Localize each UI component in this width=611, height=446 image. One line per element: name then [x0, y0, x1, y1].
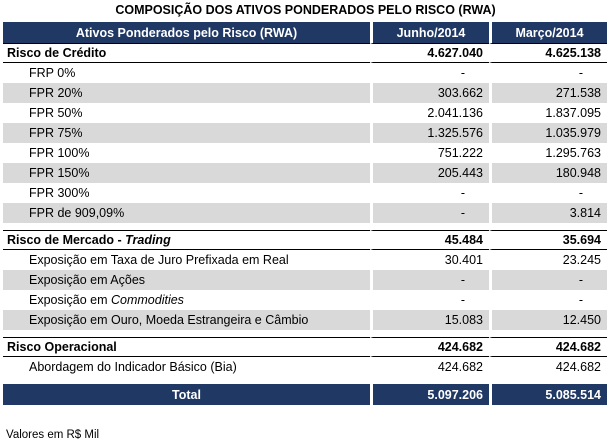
- row-value-junho: 424.682: [370, 357, 489, 377]
- table-row: [3, 290, 607, 310]
- row-value-junho: 30.401: [370, 250, 489, 270]
- total-label: Total: [3, 384, 370, 405]
- row-value-marco: 271.538: [489, 83, 607, 103]
- header-col-junho: Junho/2014: [370, 22, 489, 43]
- section-label: [3, 230, 370, 250]
- row-value-marco: 1.035.979: [489, 123, 607, 143]
- row-label: FPR de 909,09%: [3, 203, 370, 223]
- row-value-marco: -: [489, 290, 607, 310]
- table-row: [3, 310, 607, 330]
- row-value-junho: -: [370, 290, 489, 310]
- table-row: [3, 103, 607, 123]
- row-label: FPR 75%: [3, 123, 370, 143]
- section-row-market: [3, 230, 607, 250]
- table-title: COMPOSIÇÃO DOS ATIVOS PONDERADOS PELO RISCO (RWA): [115, 3, 496, 17]
- section-value-marco: 4.625.138: [489, 43, 607, 63]
- row-value-marco: -: [489, 63, 607, 83]
- row-value-marco: 1.837.095: [489, 103, 607, 123]
- row-label: Exposição em Ouro, Moeda Estrangeira e Câmbio: [3, 310, 370, 330]
- table-row: [3, 83, 607, 103]
- row-label: FRP 0%: [3, 63, 370, 83]
- section-value-marco: 424.682: [489, 337, 607, 357]
- row-value-marco: -: [489, 183, 607, 203]
- header-col-marco: Março/2014: [489, 22, 607, 43]
- header-label: Ativos Ponderados pelo Risco (RWA): [3, 22, 370, 43]
- row-value-junho: 2.041.136: [370, 103, 489, 123]
- row-label-italic: Commodities: [110, 293, 184, 307]
- row-label: Exposição em Ações: [3, 270, 370, 290]
- row-value-marco: 3.814: [489, 203, 607, 223]
- section-label: Risco Operacional: [3, 337, 370, 357]
- section-value-marco: 35.694: [489, 230, 607, 250]
- row-value-junho: -: [370, 63, 489, 83]
- rwa-table: [3, 22, 607, 405]
- row-value-junho: -: [370, 203, 489, 223]
- row-label: FPR 100%: [3, 143, 370, 163]
- section-label-italic: Trading: [125, 233, 171, 247]
- table-row: [3, 143, 607, 163]
- row-value-marco: 23.245: [489, 250, 607, 270]
- table-row: [3, 163, 607, 183]
- row-value-junho: 15.083: [370, 310, 489, 330]
- row-label: Abordagem do Indicador Básico (Bia): [3, 357, 370, 377]
- spacer-row: [3, 223, 607, 230]
- table-row: [3, 123, 607, 143]
- row-value-junho: 751.222: [370, 143, 489, 163]
- spacer-row: [3, 377, 607, 384]
- row-label: Exposição em Taxa de Juro Prefixada em Real: [3, 250, 370, 270]
- row-label: FPR 300%: [3, 183, 370, 203]
- row-label: FPR 20%: [3, 83, 370, 103]
- row-value-junho: 303.662: [370, 83, 489, 103]
- row-value-marco: 424.682: [489, 357, 607, 377]
- header-row: [3, 22, 607, 43]
- section-value-junho: 45.484: [370, 230, 489, 250]
- table-row: [3, 63, 607, 83]
- table-row: [3, 270, 607, 290]
- section-row-operational: [3, 337, 607, 357]
- row-label: [3, 290, 370, 310]
- footnote: Valores em R$ Mil: [6, 429, 100, 441]
- table-row: [3, 357, 607, 377]
- total-value-marco: 5.085.514: [489, 384, 607, 405]
- section-value-junho: 424.682: [370, 337, 489, 357]
- table-row: [3, 203, 607, 223]
- section-label: Risco de Crédito: [3, 43, 370, 63]
- row-value-junho: -: [370, 270, 489, 290]
- total-row: [3, 384, 607, 405]
- row-value-junho: 1.325.576: [370, 123, 489, 143]
- row-value-junho: 205.443: [370, 163, 489, 183]
- section-value-junho: 4.627.040: [370, 43, 489, 63]
- row-value-marco: -: [489, 270, 607, 290]
- row-label-text: Exposição em: [29, 293, 111, 307]
- total-value-junho: 5.097.206: [370, 384, 489, 405]
- table-row: [3, 250, 607, 270]
- row-value-marco: 1.295.763: [489, 143, 607, 163]
- table-row: [3, 183, 607, 203]
- row-value-junho: -: [370, 183, 489, 203]
- row-label: FPR 150%: [3, 163, 370, 183]
- section-label-text: Risco de Mercado -: [7, 233, 126, 247]
- row-label: FPR 50%: [3, 103, 370, 123]
- row-value-marco: 12.450: [489, 310, 607, 330]
- section-row-credit: [3, 43, 607, 63]
- spacer-row: [3, 330, 607, 337]
- row-value-marco: 180.948: [489, 163, 607, 183]
